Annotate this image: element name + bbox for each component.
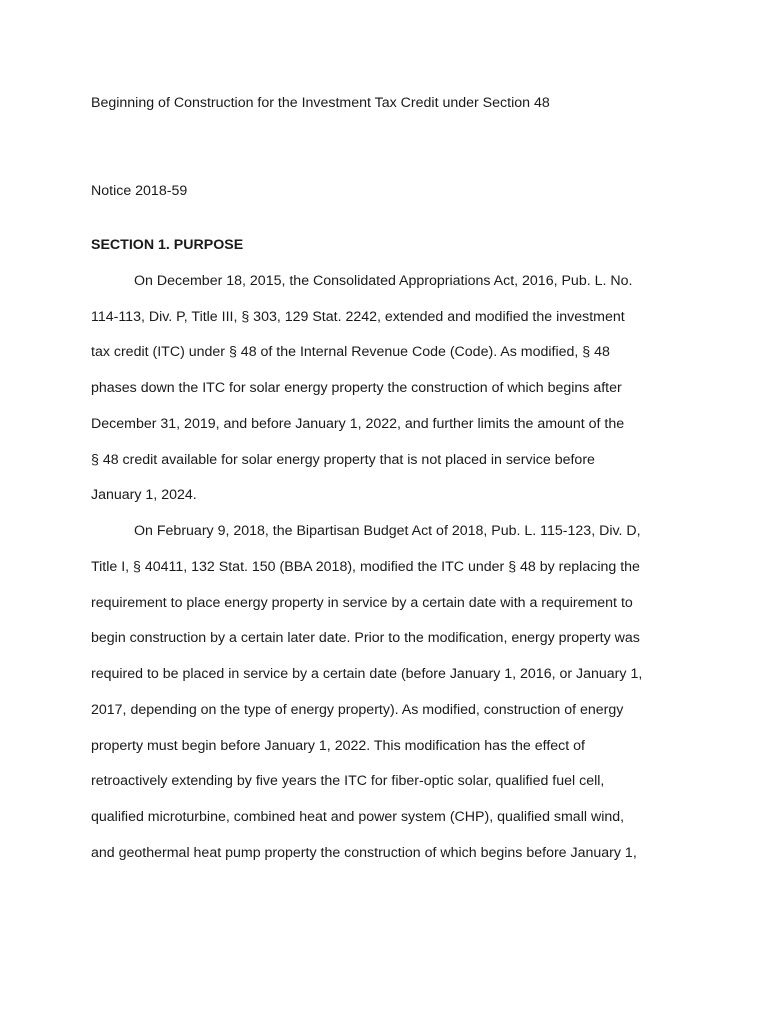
paragraph-1-line: 114-113, Div. P, Title III, § 303, 129 Stat. 2242, extended and modified the investment (91, 309, 625, 325)
paragraph-2-line: Title I, § 40411, 132 Stat. 150 (BBA 2018), modified the ITC under § 48 by replacing the (91, 559, 640, 575)
paragraph-1-line: On December 18, 2015, the Consolidated Appropriations Act, 2016, Pub. L. No. (134, 273, 633, 289)
document-title: Beginning of Construction for the Investment Tax Credit under Section 48 (91, 95, 550, 111)
paragraph-2-line: 2017, depending on the type of energy property). As modified, construction of energy (91, 702, 624, 718)
paragraph-2-line: begin construction by a certain later date. Prior to the modification, energy property was (91, 630, 640, 646)
paragraph-2-line: required to be placed in service by a certain date (before January 1, 2016, or January 1, (91, 666, 643, 682)
paragraph-1-line: December 31, 2019, and before January 1, 2022, and further limits the amount of the (91, 416, 625, 432)
notice-number: Notice 2018-59 (91, 183, 188, 199)
paragraph-1-line: January 1, 2024. (91, 487, 197, 503)
paragraph-2-line: property must begin before January 1, 2022. This modification has the effect of (91, 738, 585, 754)
paragraph-2-line: requirement to place energy property in service by a certain date with a requirement to (91, 595, 633, 611)
paragraph-1-line: phases down the ITC for solar energy property the construction of which begins after (91, 380, 622, 396)
paragraph-2-line: retroactively extending by five years the ITC for fiber-optic solar, qualified fuel cell, (91, 773, 605, 789)
section-heading: SECTION 1. PURPOSE (91, 237, 244, 253)
paragraph-1-line: tax credit (ITC) under § 48 of the Internal Revenue Code (Code). As modified, § 48 (91, 344, 610, 360)
paragraph-2-line: and geothermal heat pump property the construction of which begins before January 1, (91, 845, 637, 861)
paragraph-2-line: qualified microturbine, combined heat and power system (CHP), qualified small wind, (91, 809, 625, 825)
paragraph-1-line: § 48 credit available for solar energy property that is not placed in service before (91, 452, 595, 468)
paragraph-2-line: On February 9, 2018, the Bipartisan Budget Act of 2018, Pub. L. 115-123, Div. D, (134, 523, 641, 539)
